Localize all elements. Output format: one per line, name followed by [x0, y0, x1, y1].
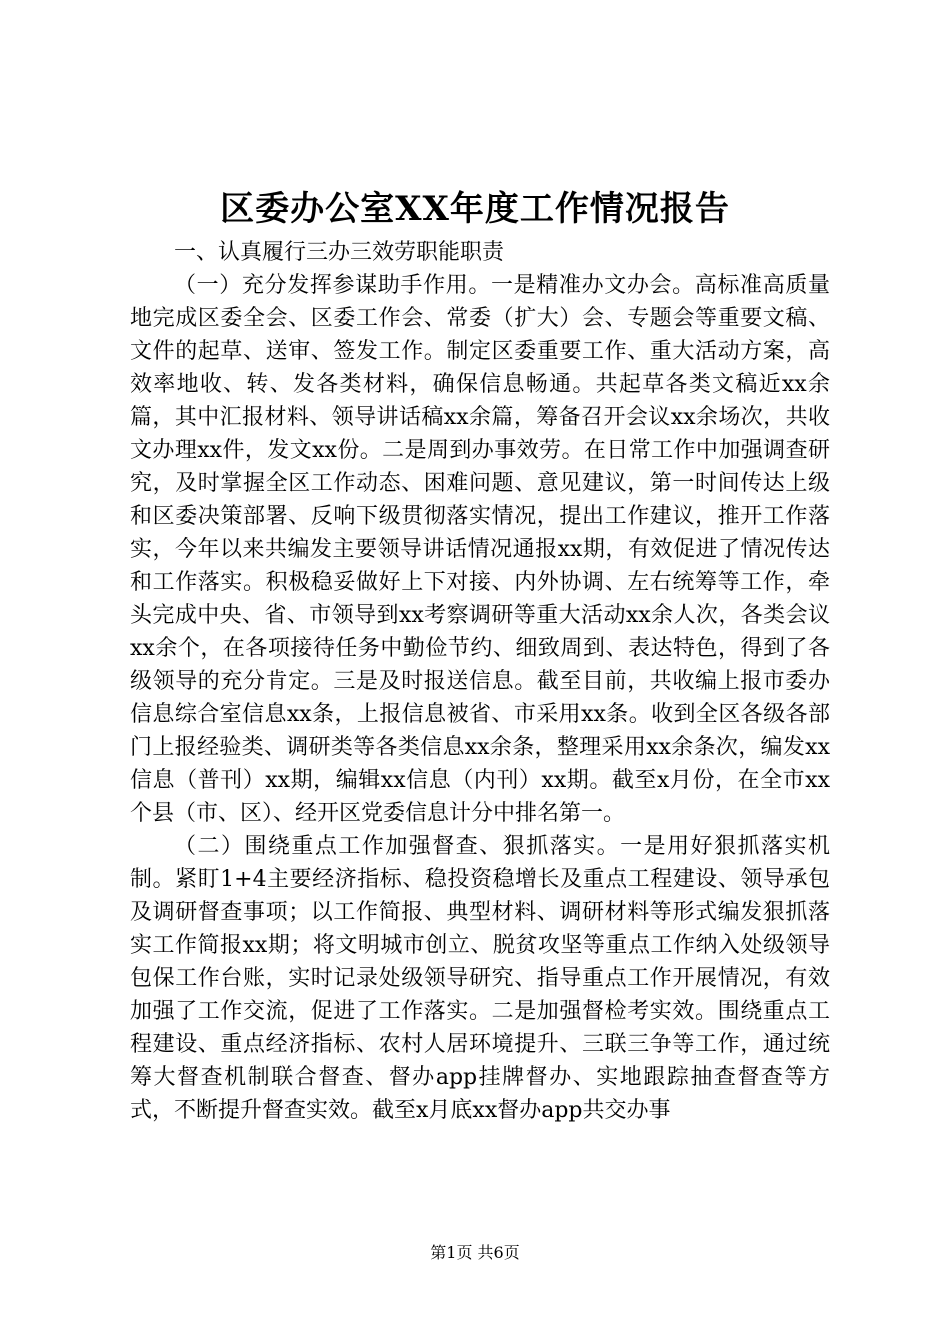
page-number-footer: 第1页 共6页: [430, 1243, 520, 1262]
paragraph-1: （一）充分发挥参谋助手作用。一是精准办文办会。高标准高质量地完成区委全会、区委工作会、常委（扩大）会、专题会等重要文稿、文件的起草、送审、签发工作。制定区委重要工作、重大活动方案，高效率地收、转、发各类材料，确保信息畅通。共起草各类文稿近xx余篇，其中汇报材料、领导讲话稿xx余篇，筹备召开会议xx余场次，共收文办理xx件，发文xx份。二是周到办事效劳。在日常工作中加强调查研究，及时掌握全区工作动态、困难问题、意见建议，第一时间传达上级和区委决策部署、反响下级贯彻落实情况，提出工作建议，推开工作落实，今年以来共编发主要领导讲话情况通报xx期，有效促进了情况传达和工作落实。积极稳妥做好上下对接、内外协调、左右统筹等工作，牵头完成中央、省、市领导到xx考察调研等重大活动xx余人次，各类会议xx余个，在各项接待任务中勤俭节约、细致周到、表达特色，得到了各级领导的充分肯定。三是及时报送信息。截至目前，共收编上报市委办信息综合室信息xx条，上报信息被省、市采用xx条。收到全区各级各部门上报经验类、调研类等各类信息xx余条，整理采用xx余条次，编发xx信息（普刊）xx期，编辑xx信息（内刊）xx期。截至x月份，在全市xx个县（市、区）、经开区党委信息计分中排名第一。: [130, 273, 830, 826]
paragraph-2: （二）围绕重点工作加强督查、狠抓落实。一是用好狠抓落实机制。紧盯1+4主要经济指标、稳投资稳增长及重点工程建设、领导承包及调研督查事项；以工作简报、典型材料、调研材料等形式编发狠抓落实工作简报xx期；将文明城市创立、脱贫攻坚等重点工作纳入处级领导包保工作台账，实时记录处级领导研究、指导重点工作开展情况，有效加强了工作交流，促进了工作落实。二是加强督检考实效。围绕重点工程建设、重点经济指标、农村人居环境提升、三联三争等工作，通过统筹大督查机制联合督查、督办app挂牌督办、实地跟踪抽查督查等方式，不断提升督查实效。截至x月底xx督办app共交办事: [130, 834, 830, 1123]
document-body: [130, 236, 830, 1127]
document-title: 区委办公室XX年度工作情况报告: [220, 189, 730, 229]
section-heading: 一、认真履行三办三效劳职能职责: [174, 240, 505, 265]
